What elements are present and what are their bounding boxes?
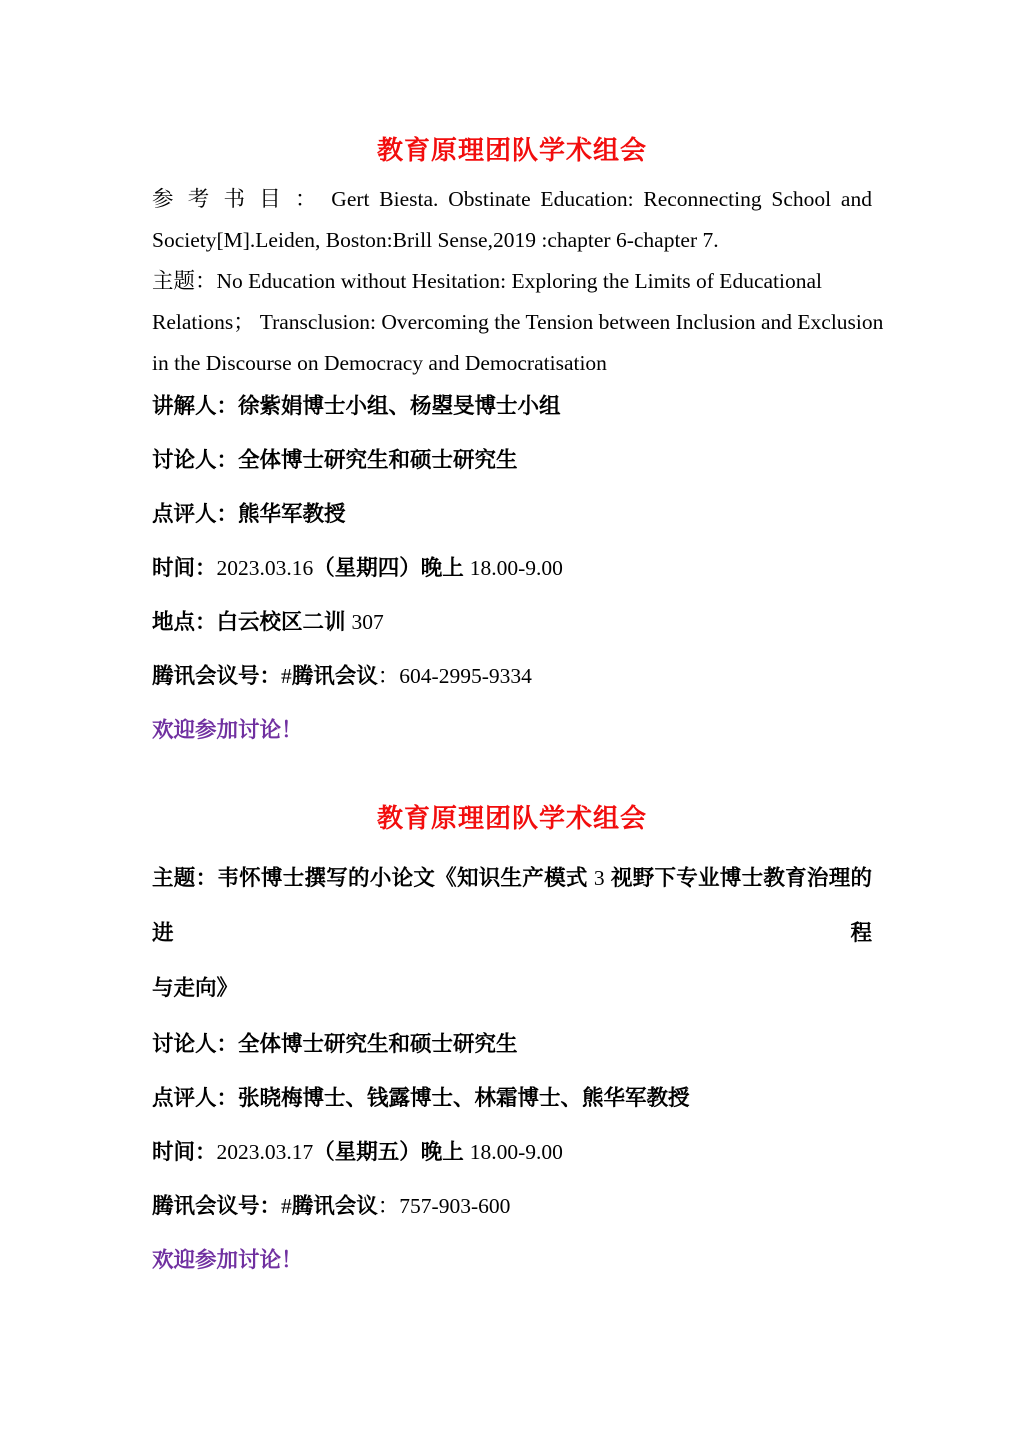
presenter-text: 讲解人：徐紫娟博士小组、杨曌旻博士小组: [152, 394, 561, 418]
time-date: 2023.03.16: [216, 556, 314, 580]
section1-presenter-line: [152, 386, 872, 427]
topic-label: 主题：: [152, 269, 217, 293]
location-label: 地点：白云校区二训: [152, 610, 352, 634]
topic2-text-b: 视野下专业博士教育治理的进程: [152, 866, 872, 945]
topic-text-3: in the Discourse on Democracy and Democratisation: [152, 351, 607, 375]
topic2-text-end: 与走向》: [152, 976, 239, 1000]
section1-reference-line1: [152, 179, 872, 220]
section2-time-line: [152, 1131, 872, 1173]
topic2-number: 3: [593, 866, 605, 890]
section2-topic-line2: [152, 961, 872, 1016]
discussants2-text: 讨论人：全体博士研究生和硕士研究生: [152, 1032, 518, 1056]
time2-date: 2023.03.17: [216, 1140, 314, 1164]
time-weekday: （星期四）晚上: [313, 556, 470, 580]
section1-reference: [152, 179, 872, 261]
meeting2-number: ：757-903-600: [377, 1194, 511, 1218]
section2-welcome-line: [152, 1239, 872, 1281]
discussants-text: 讨论人：全体博士研究生和硕士研究生: [152, 448, 518, 472]
section1-location-line: [152, 602, 872, 643]
reference-citation-end: Society[M].Leiden, Boston:Brill Sense,2019 :chapter 6-chapter 7.: [152, 228, 719, 252]
meeting-hash: #: [281, 664, 292, 688]
location-room: 307: [351, 610, 384, 634]
section2-discussants-line: [152, 1023, 872, 1065]
topic-text-1: No Education without Hesitation: Exploring the Limits of Educational: [216, 269, 822, 293]
topic-text-2: Relations； Transclusion: Overcoming the Tension between Inclusion and Exclusion: [152, 310, 884, 334]
time-range: 18.00-9.00: [469, 556, 563, 580]
section1-topic: [152, 261, 884, 384]
section1-topic-line3: [152, 343, 872, 384]
reference-label: 参 考 书 目 ：: [152, 187, 321, 211]
section2-meeting-line: [152, 1185, 872, 1227]
meeting-label: 腾讯会议号：: [152, 664, 282, 688]
time2-label: 时间：: [152, 1140, 217, 1164]
commentator-text: 点评人：熊华军教授: [152, 502, 346, 526]
section1-time-line: [152, 548, 872, 589]
section1-topic-line2: [152, 302, 884, 343]
time2-range: 18.00-9.00: [469, 1140, 563, 1164]
topic2-text-a: 主题：韦怀博士撰写的小论文《知识生产模式: [152, 866, 594, 890]
section1-title: 教育原理团队学术组会: [376, 135, 647, 165]
welcome2-text: 欢迎参加讨论！: [152, 1248, 303, 1272]
section2-topic: [152, 851, 872, 1016]
meeting-name: 腾讯会议: [291, 664, 378, 688]
welcome-text: 欢迎参加讨论！: [152, 718, 303, 742]
meeting-number: ：604-2995-9334: [377, 664, 532, 688]
section1-commentator-line: [152, 494, 872, 535]
meeting2-label: 腾讯会议号：: [152, 1194, 282, 1218]
section1-topic-line1: [152, 261, 872, 302]
section1-reference-line2: [152, 220, 872, 261]
meeting2-name: 腾讯会议: [291, 1194, 378, 1218]
meeting2-hash: #: [281, 1194, 292, 1218]
time2-weekday: （星期五）晚上: [313, 1140, 470, 1164]
section2-title: 教育原理团队学术组会: [376, 803, 647, 833]
section2-commentators-line: [152, 1077, 872, 1119]
commentators2-text: 点评人：张晓梅博士、钱露博士、林霜博士、熊华军教授: [152, 1086, 690, 1110]
section1-discussants-line: [152, 440, 872, 481]
reference-citation-start: Gert Biesta. Obstinate Education: Reconnecting School and: [331, 187, 872, 211]
section1-welcome-line: [152, 710, 872, 751]
section2-topic-line1: [152, 851, 872, 961]
time-label: 时间：: [152, 556, 217, 580]
section1-meeting-line: [152, 656, 872, 697]
